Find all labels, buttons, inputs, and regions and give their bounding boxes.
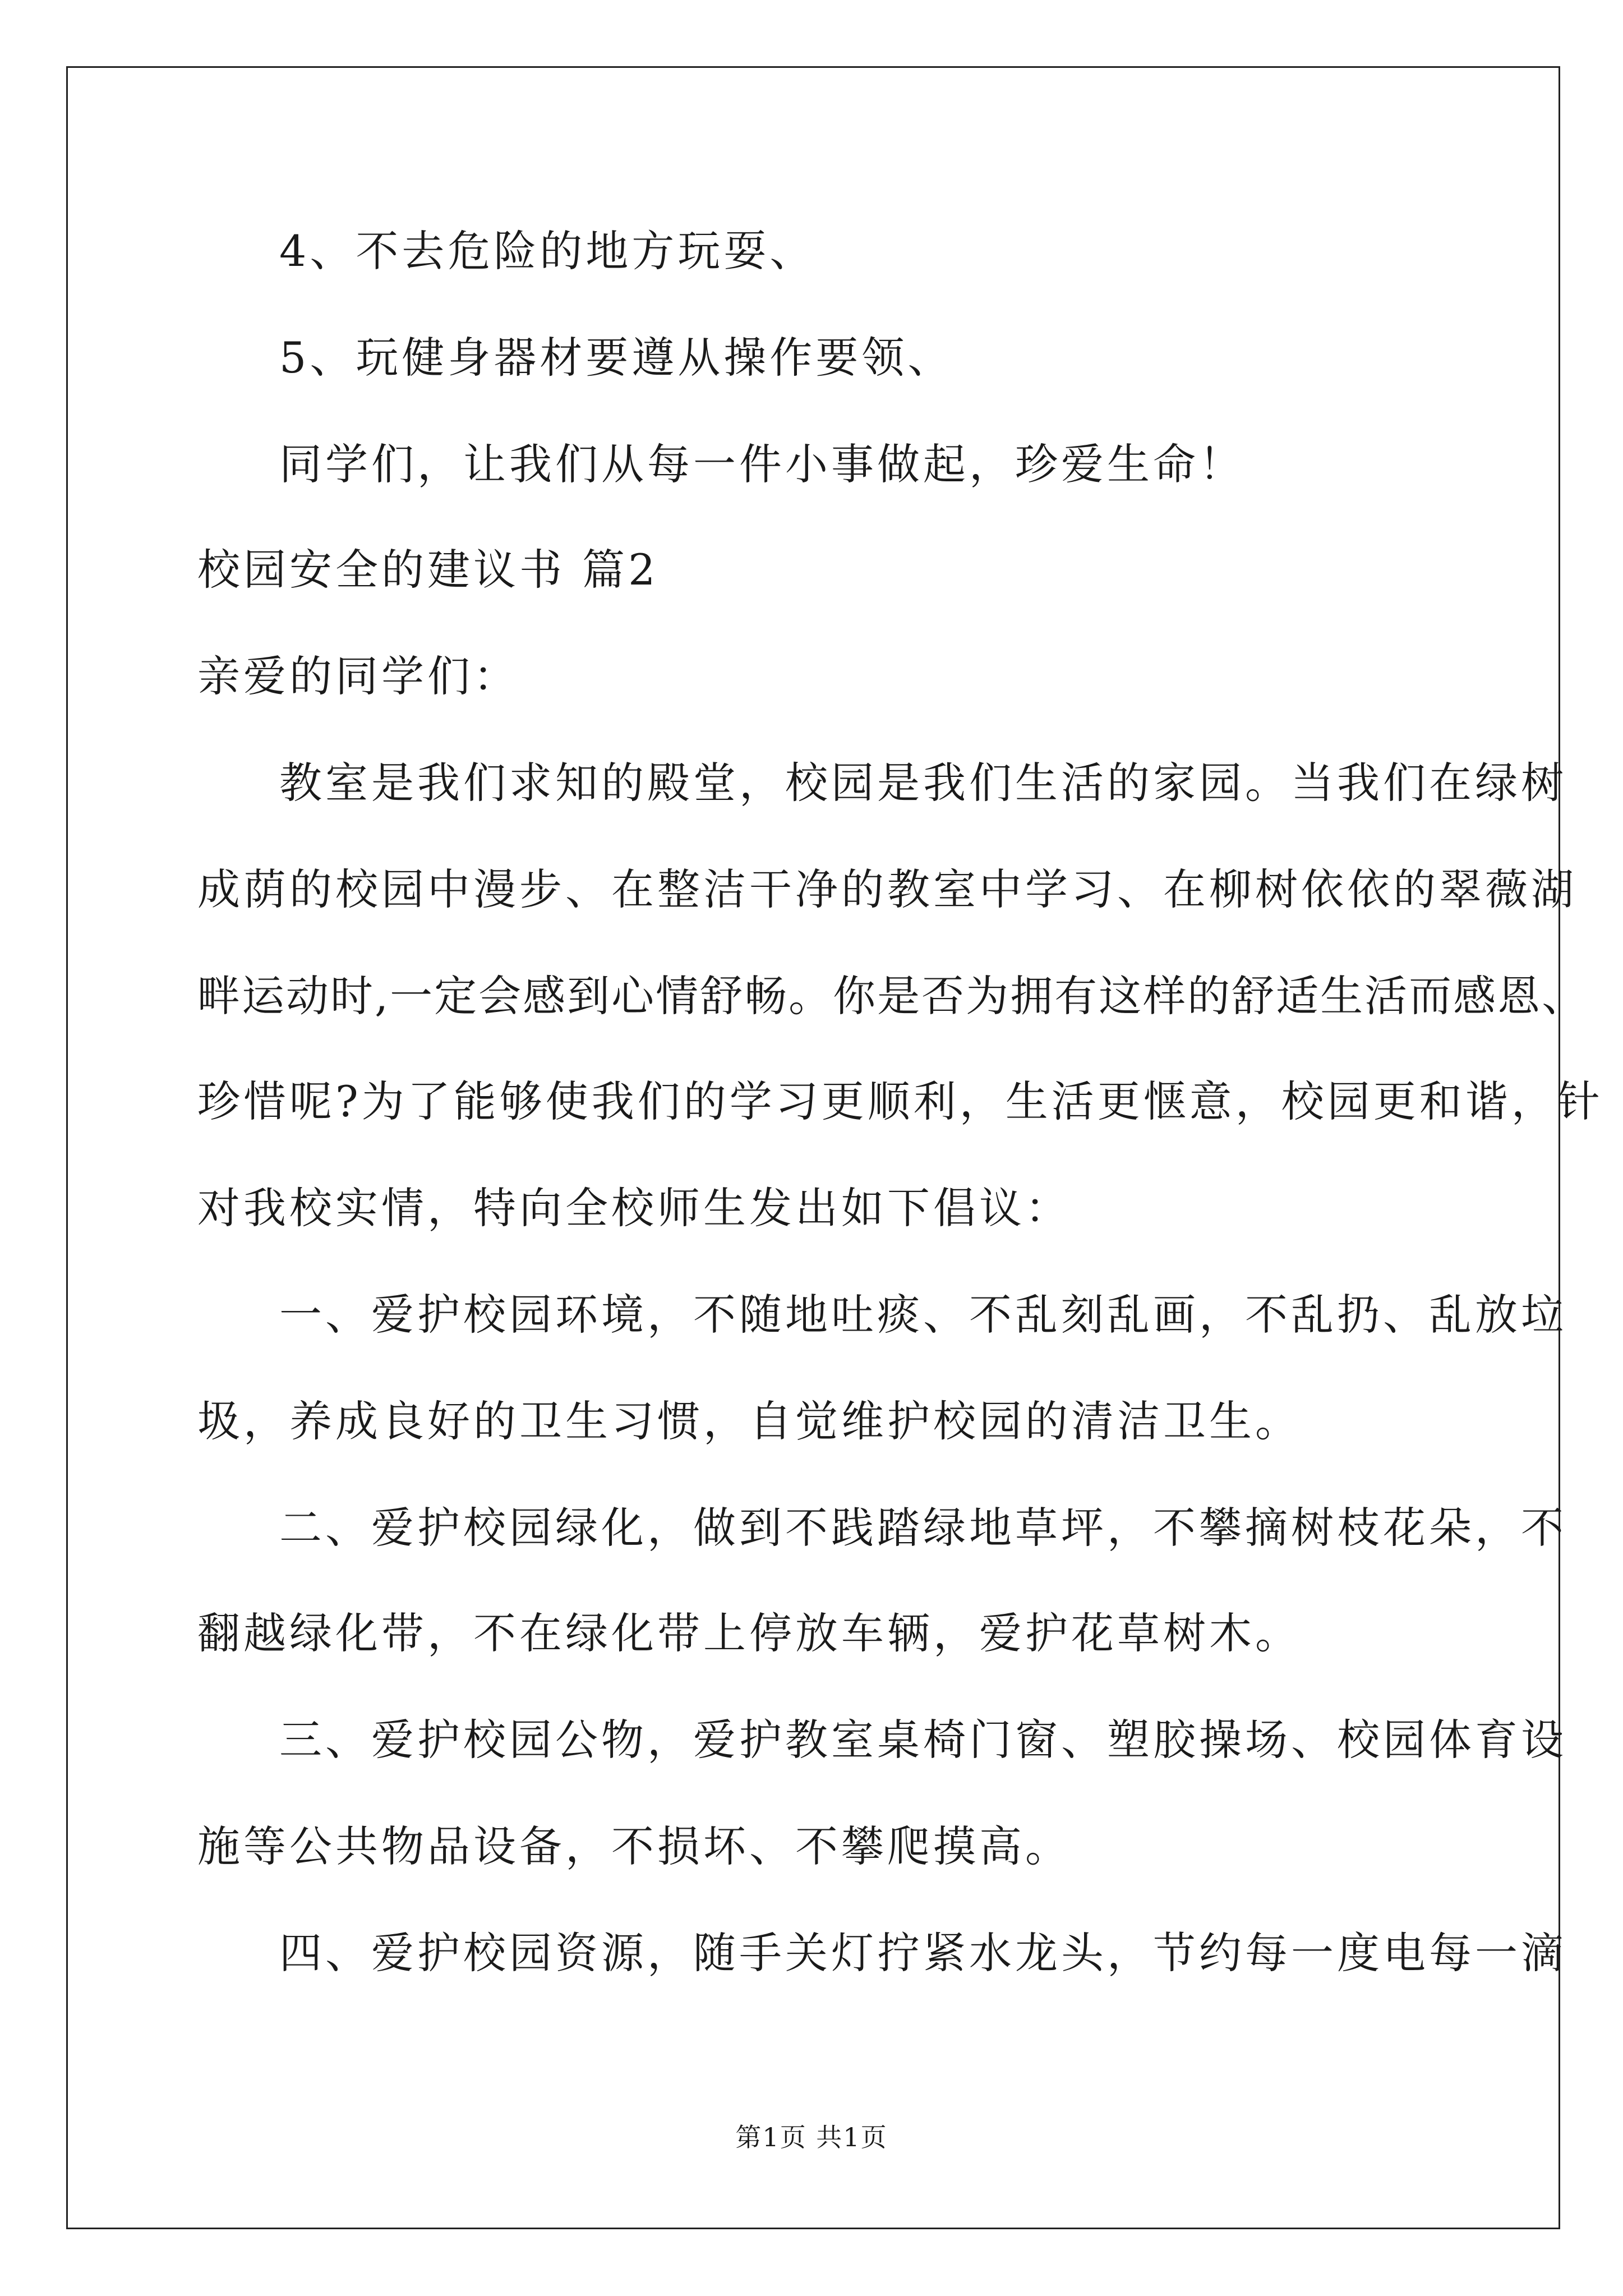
proposal-1-line: 一、爱护校园环境，不随地吐痰、不乱刻乱画，不乱扔、乱放垃 (279, 1290, 1567, 1340)
paragraph-line: 成荫的校园中漫步、在整洁干净的教室中学习、在柳树依依的翠薇湖 (197, 864, 1577, 914)
list-item-4: 4、不去危险的地方玩耍、 (279, 226, 816, 276)
closing-line: 同学们，让我们从每一件小事做起，珍爱生命！ (279, 439, 1245, 489)
paragraph-line: 教室是我们求知的殿堂，校园是我们生活的家园。当我们在绿树 (279, 758, 1567, 808)
proposal-3-line: 三、爱护校园公物，爱护教室桌椅门窗、塑胶操场、校园体育设 (279, 1715, 1567, 1765)
paragraph-line: 珍惜呢?为了能够使我们的学习更顺利，生活更惬意，校园更和谐，针 (197, 1076, 1603, 1126)
page-number: 第1页 共1页 (735, 2122, 888, 2152)
section-heading: 校园安全的建议书 篇2 (197, 545, 659, 595)
page-border (66, 66, 1560, 2229)
paragraph-line: 对我校实情，特向全校师生发出如下倡议： (197, 1183, 1071, 1233)
salutation: 亲爱的同学们： (197, 651, 519, 701)
proposal-4-line: 四、爱护校园资源，随手关灯拧紧水龙头，节约每一度电每一滴 (279, 1928, 1567, 1978)
proposal-2-line: 翻越绿化带，不在绿化带上停放车辆，爱护花草树木。 (197, 1608, 1301, 1658)
proposal-3-line: 施等公共物品设备，不损坏、不攀爬摸高。 (197, 1821, 1071, 1871)
proposal-1-line: 圾，养成良好的卫生习惯，自觉维护校园的清洁卫生。 (197, 1396, 1301, 1446)
paragraph-line: 畔运动时,一定会感到心情舒畅。你是否为拥有这样的舒适生活而感恩、 (197, 971, 1587, 1021)
list-item-5: 5、玩健身器材要遵从操作要领、 (279, 333, 954, 383)
proposal-2-line: 二、爱护校园绿化，做到不践踏绿地草坪，不攀摘树枝花朵，不 (279, 1503, 1567, 1553)
